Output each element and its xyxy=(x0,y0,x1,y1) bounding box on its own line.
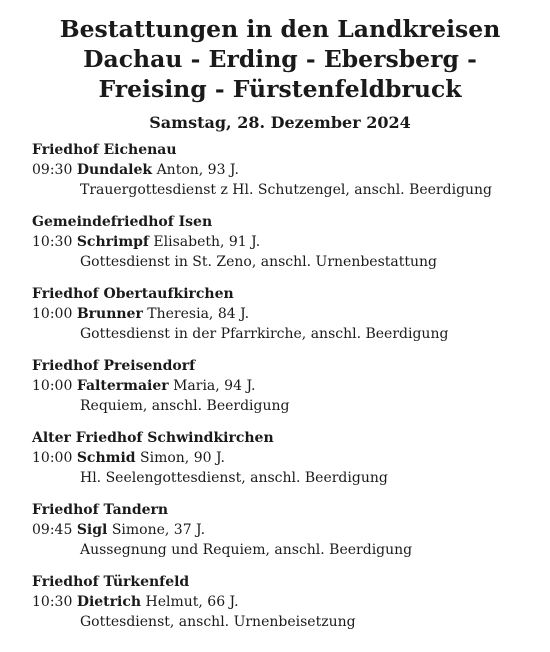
funeral-time: 10:00 xyxy=(32,306,73,322)
ceremony-detail: Gottesdienst in St. Zeno, anschl. Urnenbestattung xyxy=(80,254,437,270)
ceremony-detail: Hl. Seelengottesdienst, anschl. Beerdigung xyxy=(80,470,388,486)
date-heading: Samstag, 28. Dezember 2024 xyxy=(149,113,411,132)
ceremony-detail: Gottesdienst in der Pfarrkirche, anschl. Beerdigung xyxy=(80,326,449,342)
ceremony-detail: Requiem, anschl. Beerdigung xyxy=(80,398,290,414)
funeral-entry xyxy=(32,140,528,200)
funeral-entry xyxy=(32,284,528,344)
deceased-line xyxy=(32,592,528,612)
funeral-time: 10:00 xyxy=(32,450,73,466)
funeral-list xyxy=(32,140,528,632)
deceased-line xyxy=(32,304,528,324)
deceased-surname: Dundalek xyxy=(76,162,153,178)
title-line-2: Dachau - Erding - Ebersberg - xyxy=(83,45,477,73)
funeral-time: 10:30 xyxy=(32,234,73,250)
funeral-time: 09:30 xyxy=(32,162,73,178)
funeral-entry xyxy=(32,356,528,416)
deceased-line xyxy=(32,520,528,540)
funeral-entry xyxy=(32,212,528,272)
ceremony-detail: Gottesdienst, anschl. Urnenbeisetzung xyxy=(80,614,356,630)
deceased-details: Simone, 37 J. xyxy=(111,522,206,538)
cemetery-name: Friedhof Tandern xyxy=(32,502,169,518)
funeral-time: 10:00 xyxy=(32,378,73,394)
deceased-line xyxy=(32,448,528,468)
cemetery-name: Alter Friedhof Schwindkirchen xyxy=(32,430,274,446)
deceased-details: Helmut, 66 J. xyxy=(145,594,239,610)
funeral-entry xyxy=(32,428,528,488)
ceremony-detail: Aussegnung und Requiem, anschl. Beerdigung xyxy=(80,542,413,558)
cemetery-name: Friedhof Eichenau xyxy=(32,142,177,158)
deceased-line xyxy=(32,160,528,180)
cemetery-name: Friedhof Preisendorf xyxy=(32,358,196,374)
deceased-details: Anton, 93 J. xyxy=(156,162,239,178)
deceased-line xyxy=(32,376,528,396)
funeral-time: 09:45 xyxy=(32,522,73,538)
deceased-surname: Schrimpf xyxy=(76,234,149,250)
deceased-surname: Schmid xyxy=(76,450,136,466)
funeral-entry xyxy=(32,572,528,632)
deceased-line xyxy=(32,232,528,252)
title-line-3: Freising - Fürstenfeldbruck xyxy=(98,75,462,103)
ceremony-detail: Trauergottesdienst z Hl. Schutzengel, anschl. Beerdigung xyxy=(80,182,493,198)
deceased-details: Elisabeth, 91 J. xyxy=(153,234,261,250)
deceased-surname: Faltermaier xyxy=(76,378,169,394)
deceased-details: Simon, 90 J. xyxy=(140,450,225,466)
deceased-surname: Brunner xyxy=(76,306,143,322)
deceased-details: Maria, 94 J. xyxy=(173,378,256,394)
deceased-surname: Sigl xyxy=(76,522,108,538)
funeral-entry xyxy=(32,500,528,560)
cemetery-name: Friedhof Obertaufkirchen xyxy=(32,286,234,302)
cemetery-name: Friedhof Türkenfeld xyxy=(32,574,190,590)
title-line-1: Bestattungen in den Landkreisen xyxy=(59,15,501,43)
funeral-time: 10:30 xyxy=(32,594,73,610)
deceased-details: Theresia, 84 J. xyxy=(147,306,250,322)
page-title xyxy=(32,14,528,104)
cemetery-name: Gemeindefriedhof Isen xyxy=(32,214,213,230)
deceased-surname: Dietrich xyxy=(76,594,142,610)
